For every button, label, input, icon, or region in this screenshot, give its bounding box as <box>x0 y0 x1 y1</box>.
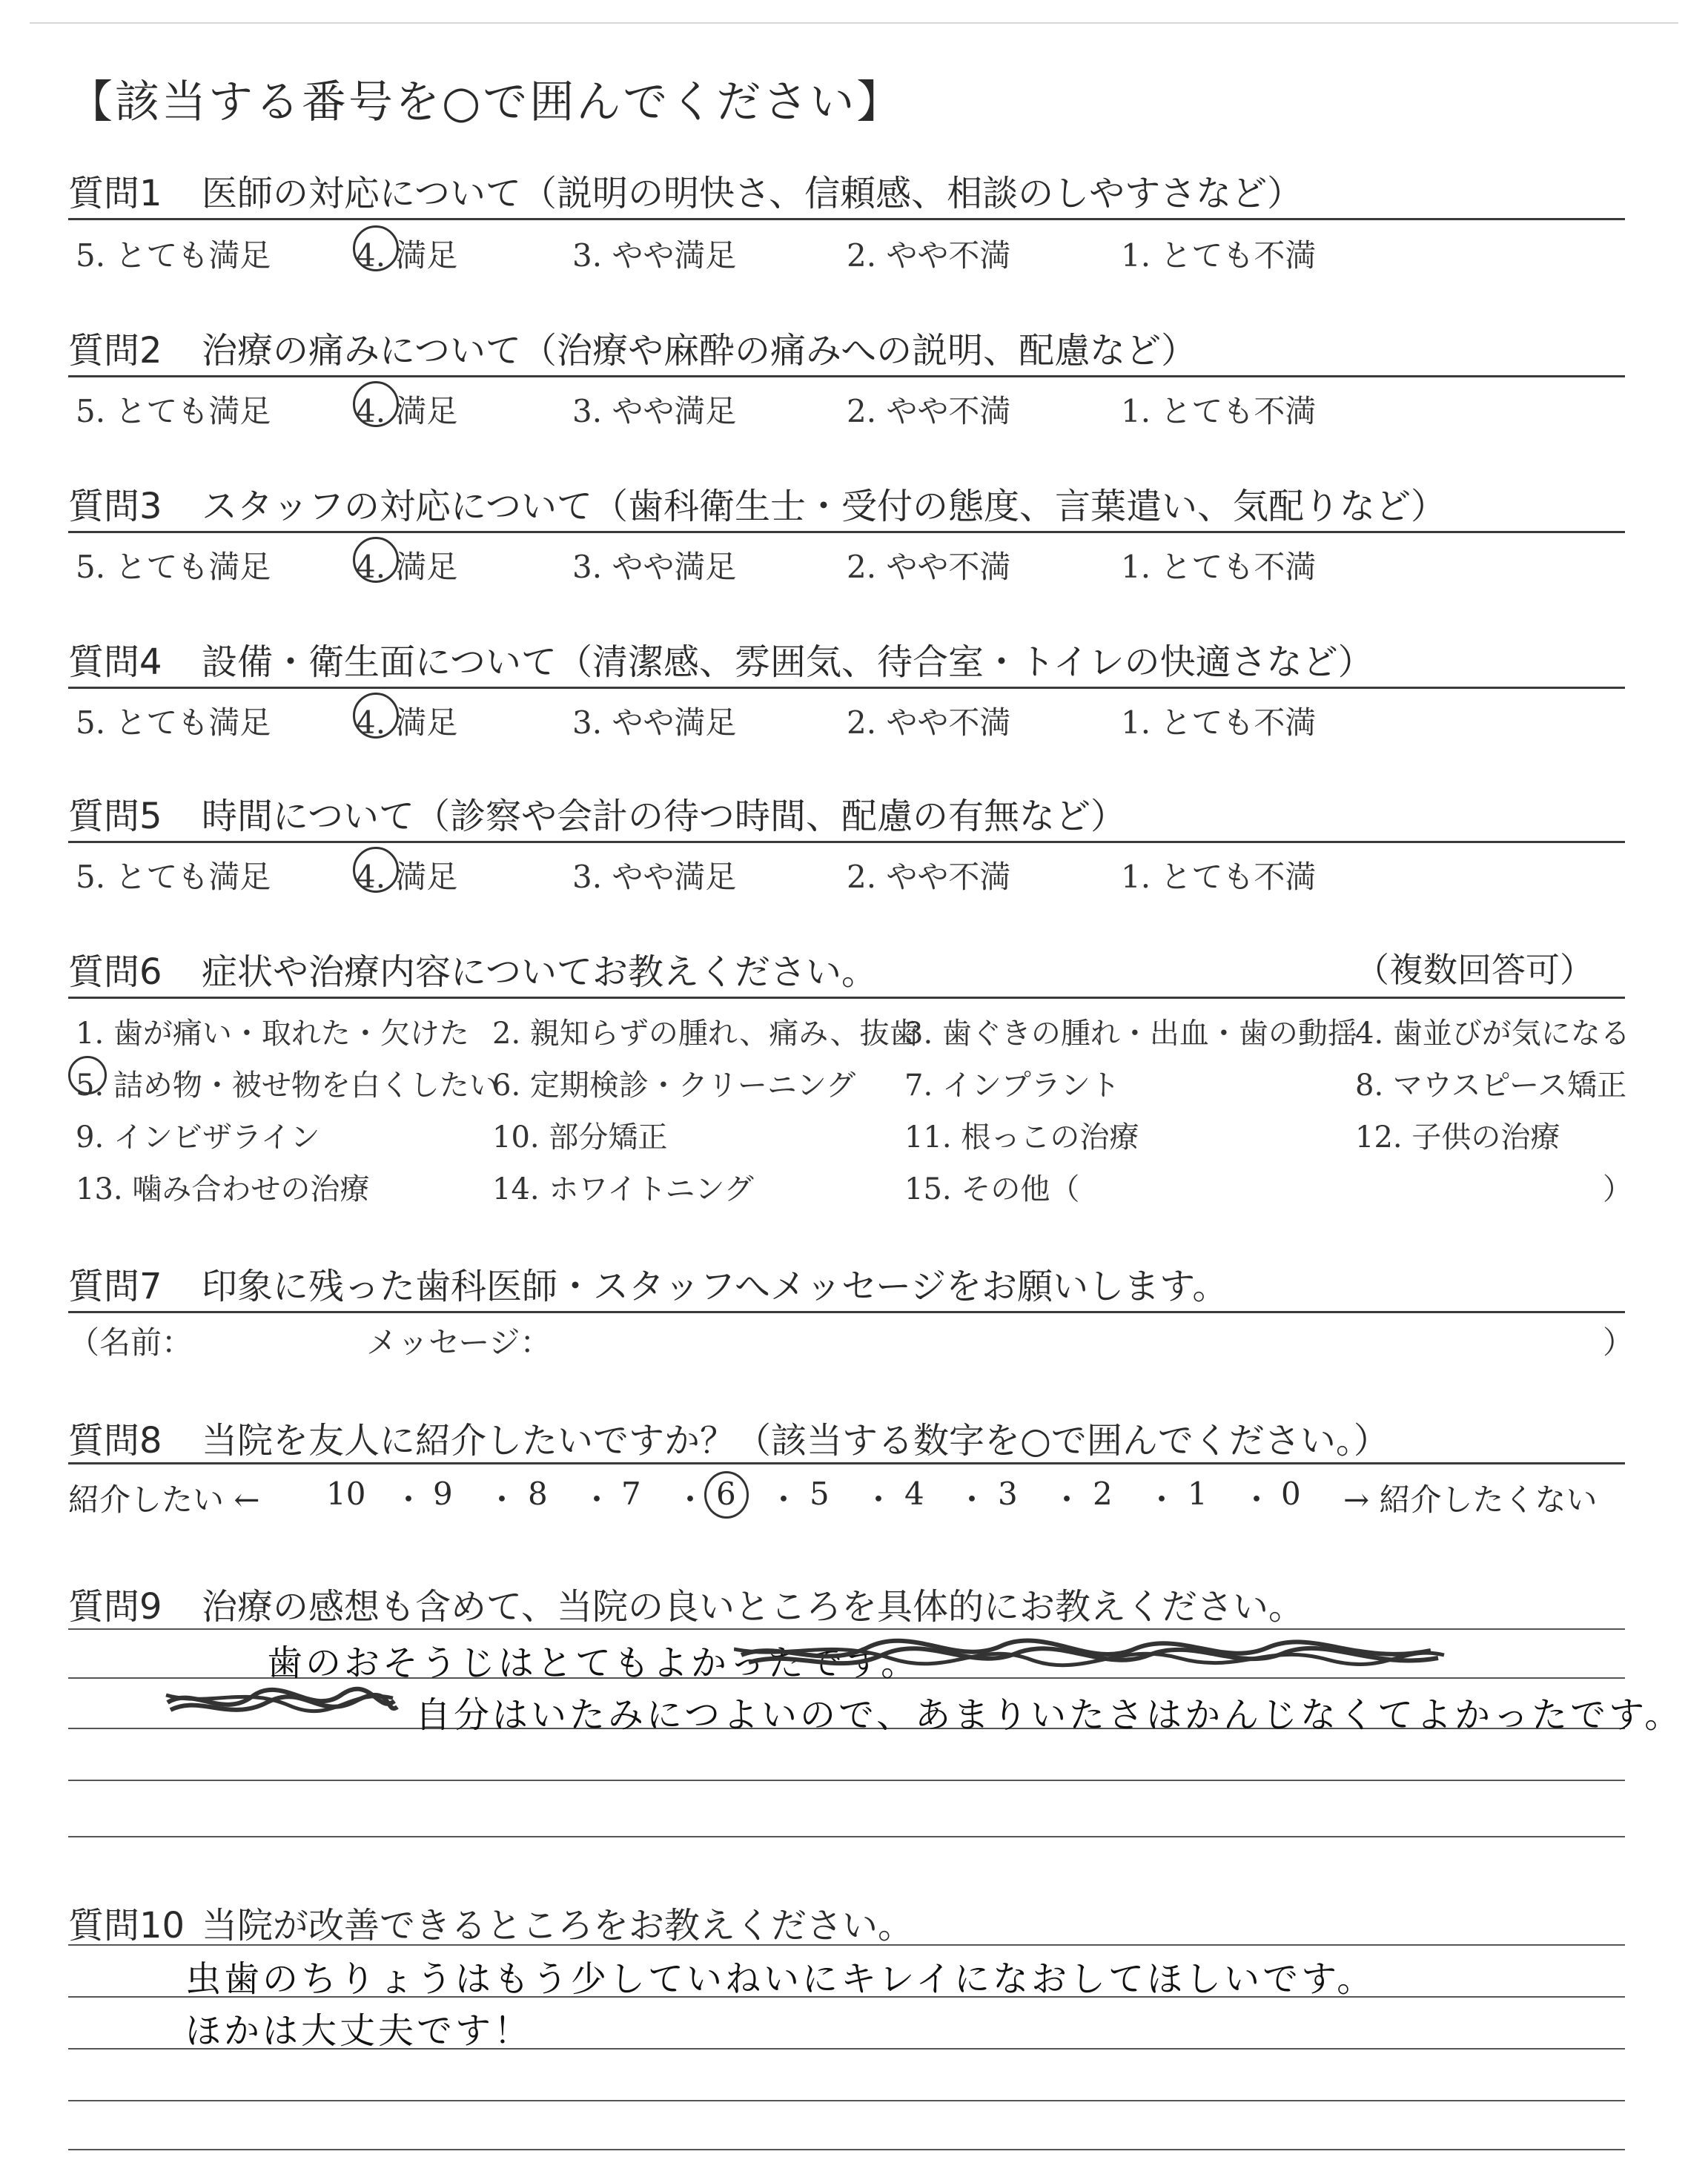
question-number: 質問8 <box>68 1420 162 1462</box>
question-3-options <box>68 543 1625 587</box>
scale-dot: ・ <box>1241 1482 1273 1518</box>
option-2[interactable]: 2. やや不満 <box>847 393 1011 429</box>
q9-answer-line1: 歯のおそうじはとてもよかったです。 <box>267 1642 920 1684</box>
q6-option-11[interactable]: 11. 根っこの治療 <box>904 1120 1139 1155</box>
q6-option-8[interactable]: 8. マウスピース矯正 <box>1355 1069 1627 1103</box>
answer-line <box>68 1944 1625 1946</box>
option-4[interactable]: 4. 満足 <box>356 393 458 429</box>
scale-right-label: → 紹介したくない <box>1343 1482 1598 1518</box>
scale-value-4[interactable]: 4 <box>904 1476 924 1512</box>
crossed-out-scribble <box>163 1682 400 1723</box>
q6-option-7[interactable]: 7. インプラント <box>904 1069 1120 1103</box>
question-text: 当院を友人に紹介したいですか？（該当する数字を○で囲んでください。） <box>202 1420 1389 1462</box>
selected-circle <box>353 847 399 893</box>
option-2[interactable]: 2. やや不満 <box>847 549 1011 585</box>
question-text: 時間について（診察や会計の待つ時間、配慮の有無など） <box>202 796 1127 837</box>
option-2[interactable]: 2. やや不満 <box>847 237 1011 274</box>
scale-dot: ・ <box>675 1482 706 1518</box>
q6-option-3[interactable]: 3. 歯ぐきの腫れ・出血・歯の動揺 <box>904 1017 1357 1051</box>
question-number: 質問6 <box>68 951 162 993</box>
q10-answer-line2: ほかは大丈夫です！ <box>185 2010 533 2052</box>
question-1-title <box>68 165 1302 216</box>
q6-option-2[interactable]: 2. 親知らずの腫れ、痛み、抜歯 <box>492 1017 919 1051</box>
question-text: スタッフの対応について（歯科衛生士・受付の態度、言葉遣い、気配りなど） <box>202 486 1447 527</box>
scale-value-8[interactable]: 8 <box>528 1476 548 1512</box>
answer-line <box>68 1628 1625 1630</box>
option-1[interactable]: 1. とても不満 <box>1121 549 1317 585</box>
option-3[interactable]: 3. やや満足 <box>572 549 737 585</box>
q6-option-12[interactable]: 12. 子供の治療 <box>1355 1120 1560 1155</box>
multiple-answer-note: （複数回答可） <box>1355 950 1594 990</box>
question-rule <box>68 841 1625 843</box>
answer-line <box>68 2149 1625 2150</box>
answer-line <box>68 1780 1625 1781</box>
question-number: 質問3 <box>68 486 162 527</box>
question-10-title <box>68 1897 913 1948</box>
option-5[interactable]: 5. とても満足 <box>76 237 271 274</box>
question-number: 質問10 <box>68 1905 185 1946</box>
scale-dot: ・ <box>1146 1482 1178 1518</box>
q7-close: ） <box>1603 1324 1635 1361</box>
question-number: 質問5 <box>68 796 162 837</box>
option-5[interactable]: 5. とても満足 <box>76 393 271 429</box>
option-1[interactable]: 1. とても不満 <box>1121 237 1317 274</box>
question-rule <box>68 375 1625 377</box>
question-text: 当院が改善できるところをお教えください。 <box>202 1905 914 1946</box>
crossed-out-scribble <box>734 1633 1446 1677</box>
scale-dot: ・ <box>581 1482 613 1518</box>
scale-value-10[interactable]: 10 <box>326 1476 366 1512</box>
answer-line <box>68 1836 1625 1837</box>
question-rule <box>68 1462 1625 1464</box>
question-number: 質問4 <box>68 641 162 683</box>
question-3-title <box>68 478 1446 529</box>
question-rule <box>68 531 1625 533</box>
option-4[interactable]: 4. 満足 <box>356 549 458 585</box>
option-3[interactable]: 3. やや満足 <box>572 859 737 895</box>
q6-option-13[interactable]: 13. 噛み合わせの治療 <box>76 1172 370 1206</box>
q6-option-15[interactable]: 15. その他（ <box>904 1172 1080 1206</box>
option-2[interactable]: 2. やや不満 <box>847 859 1011 895</box>
question-text: 治療の感想も含めて、当院の良いところを具体的にお教えください。 <box>202 1586 1305 1628</box>
page-title: 【該当する番号を○で囲んでください】 <box>68 76 904 128</box>
q6-option-10[interactable]: 10. 部分矯正 <box>492 1120 668 1155</box>
option-4[interactable]: 4. 満足 <box>356 237 458 274</box>
message-label[interactable]: メッセージ： <box>366 1324 552 1361</box>
question-rule <box>68 997 1625 999</box>
scale-value-2[interactable]: 2 <box>1093 1476 1113 1512</box>
option-5[interactable]: 5. とても満足 <box>76 704 271 741</box>
question-4-options <box>68 698 1625 743</box>
question-1-options <box>68 231 1625 276</box>
q6-option-6[interactable]: 6. 定期検診・クリーニング <box>492 1069 856 1103</box>
question-9-title <box>68 1578 1304 1629</box>
answer-line <box>68 2100 1625 2101</box>
scale-value-3[interactable]: 3 <box>998 1476 1018 1512</box>
question-number: 質問7 <box>68 1266 162 1307</box>
question-6-title <box>68 943 877 994</box>
question-4-title <box>68 633 1374 684</box>
option-1[interactable]: 1. とても不満 <box>1121 859 1317 895</box>
selected-circle <box>353 693 399 739</box>
question-text: 印象に残った歯科医師・スタッフへメッセージをお願いします。 <box>202 1266 1228 1307</box>
question-number: 質問9 <box>68 1586 162 1628</box>
q6-option-9[interactable]: 9. インビザライン <box>76 1120 320 1155</box>
question-rule <box>68 1311 1625 1313</box>
q6-option-1[interactable]: 1. 歯が痛い・取れた・欠けた <box>76 1017 469 1051</box>
question-2-title <box>68 322 1196 373</box>
q6-options <box>68 1010 1632 1218</box>
top-border <box>30 22 1678 24</box>
question-5-title <box>68 787 1126 839</box>
option-5[interactable]: 5. とても満足 <box>76 549 271 585</box>
recommend-scale <box>68 1476 1625 1520</box>
name-label[interactable]: （名前： <box>68 1324 193 1361</box>
scale-value-1[interactable]: 1 <box>1188 1476 1208 1512</box>
scale-value-7[interactable]: 7 <box>621 1476 641 1512</box>
option-2[interactable]: 2. やや不満 <box>847 704 1011 741</box>
question-5-options <box>68 853 1625 897</box>
scale-value-6[interactable]: 6 <box>716 1476 736 1512</box>
question-text: 医師の対応について（説明の明快さ、信頼感、相談のしやすさなど） <box>202 173 1303 214</box>
selected-circle <box>353 381 399 427</box>
q6-option-4[interactable]: 4. 歯並びが気になる <box>1355 1017 1630 1051</box>
question-number: 質問2 <box>68 330 162 371</box>
scale-dot: ・ <box>1051 1482 1083 1518</box>
option-4[interactable]: 4. 満足 <box>356 704 458 741</box>
option-1[interactable]: 1. とても不満 <box>1121 393 1317 429</box>
q7-fields <box>68 1318 1635 1363</box>
option-5[interactable]: 5. とても満足 <box>76 859 271 895</box>
question-rule <box>68 687 1625 689</box>
scale-left-label: 紹介したい ← <box>68 1482 260 1518</box>
q6-option-14[interactable]: 14. ホワイトニング <box>492 1172 754 1206</box>
q6-option-5[interactable]: 5. 詰め物・被せ物を白くしたい <box>76 1069 499 1103</box>
scale-value-5[interactable]: 5 <box>810 1476 830 1512</box>
q10-answer-line1: 虫歯のちりょうはもう少していねいにキレイになおしてほしいです。 <box>185 1958 1376 2000</box>
question-text: 症状や治療内容についてお教えください。 <box>202 951 878 993</box>
option-1[interactable]: 1. とても不満 <box>1121 704 1317 741</box>
question-7-title <box>68 1258 1228 1309</box>
scale-dot: ・ <box>956 1482 988 1518</box>
option-3[interactable]: 3. やや満足 <box>572 237 737 274</box>
question-8-title <box>68 1412 1389 1463</box>
q6-other-close: ） <box>1603 1172 1632 1206</box>
q9-answer-line2: 自分はいたみにつよいので、あまりいたさはかんじなくてよかったです。 <box>415 1694 1684 1736</box>
scale-dot: ・ <box>393 1482 425 1518</box>
question-rule <box>68 218 1625 220</box>
selected-circle <box>353 537 399 583</box>
scale-dot: ・ <box>863 1482 895 1518</box>
scale-dot: ・ <box>768 1482 800 1518</box>
option-3[interactable]: 3. やや満足 <box>572 393 737 429</box>
scale-value-0[interactable]: 0 <box>1281 1476 1301 1512</box>
question-number: 質問1 <box>68 173 162 214</box>
question-text: 治療の痛みについて（治療や麻酔の痛みへの説明、配慮など） <box>202 330 1197 371</box>
selected-circle <box>704 1471 749 1519</box>
selected-circle <box>353 225 399 271</box>
scale-value-9[interactable]: 9 <box>433 1476 453 1512</box>
question-2-options <box>68 387 1625 432</box>
question-text: 設備・衛生面について（清潔感、雰囲気、待合室・トイレの快適さなど） <box>202 641 1374 683</box>
option-3[interactable]: 3. やや満足 <box>572 704 737 741</box>
selected-circle <box>68 1056 107 1094</box>
option-4[interactable]: 4. 満足 <box>356 859 458 895</box>
scale-dot: ・ <box>486 1482 518 1518</box>
